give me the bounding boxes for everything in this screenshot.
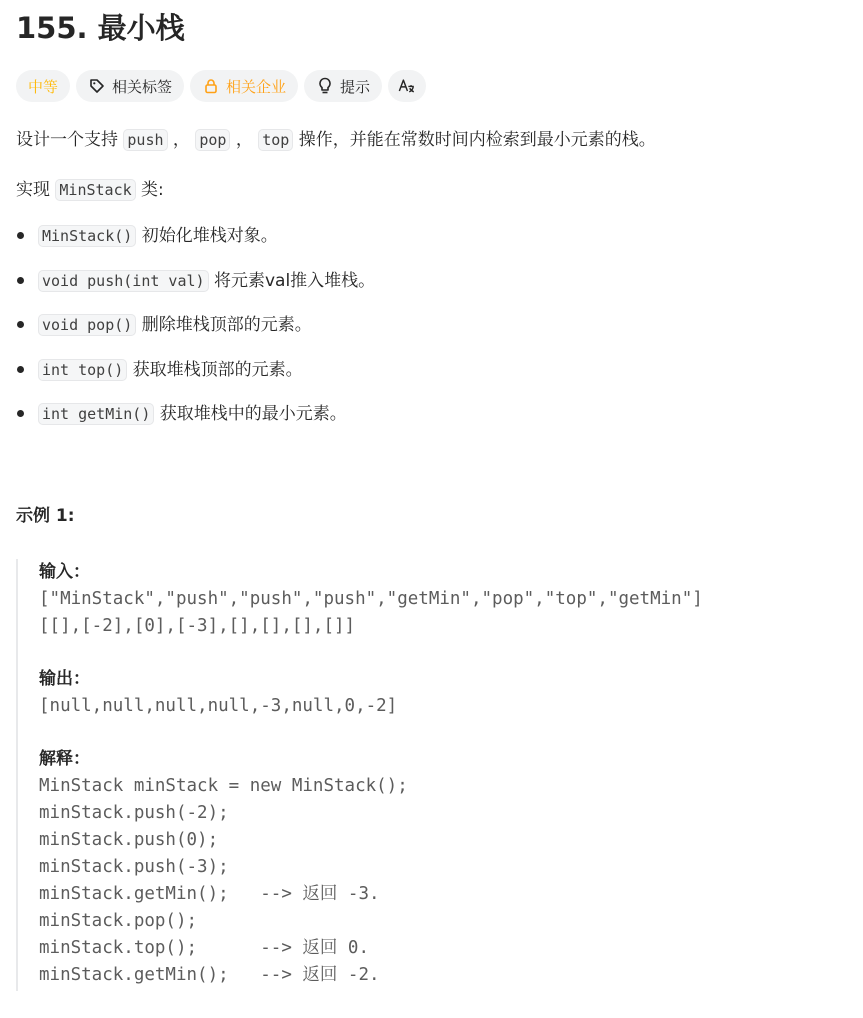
- code-minstack: MinStack: [55, 179, 135, 201]
- related-tags-label: 相关标签: [112, 77, 173, 96]
- output-label: 输出：: [39, 669, 90, 689]
- method-text: 获取堆栈顶部的元素。: [127, 359, 303, 380]
- translate-button[interactable]: [388, 70, 426, 102]
- list-item: [16, 311, 851, 339]
- related-companies-label: 相关企业: [226, 77, 287, 96]
- explanation-line: minStack.push(0);: [39, 830, 219, 850]
- method-code: void push(int val): [38, 270, 209, 292]
- code-pop: pop: [195, 129, 230, 151]
- method-code: void pop(): [38, 314, 136, 336]
- method-code: int getMin(): [38, 403, 154, 425]
- bullet-icon: [17, 232, 24, 239]
- description-text: 设计一个支持: [16, 130, 124, 150]
- method-list: [16, 222, 851, 428]
- tag-icon: [88, 77, 106, 95]
- implement-text: 类:: [135, 180, 164, 200]
- problem-page: [16, 8, 851, 985]
- list-item: [16, 222, 851, 250]
- list-item: [16, 400, 851, 428]
- description-text: 操作，并能在常数时间内检索到最小元素的栈。: [293, 130, 656, 150]
- explanation-line: minStack.pop();: [39, 911, 198, 931]
- method-text: 获取堆栈中的最小元素。: [154, 404, 347, 424]
- problem-name: 最小栈: [97, 11, 185, 45]
- example-title: 示例 1:: [16, 506, 75, 526]
- bullet-icon: [17, 366, 24, 373]
- explanation-line: minStack.push(-3);: [39, 857, 229, 877]
- code-top: top: [258, 129, 293, 151]
- method-text: 初始化堆栈对象。: [136, 226, 278, 246]
- explanation-line: minStack.top(); --> 返回 0.: [39, 938, 370, 958]
- input-line: ["MinStack","push","push","push","getMin","pop","top","getMin"]: [39, 589, 703, 609]
- related-tags-button[interactable]: [76, 70, 184, 102]
- related-companies-button[interactable]: [190, 70, 298, 102]
- explanation-label: 解释：: [39, 749, 90, 769]
- implement-line: [16, 176, 851, 204]
- method-text: 将元素val推入堆栈。: [208, 270, 376, 291]
- translate-icon: [398, 77, 416, 95]
- explanation-line: minStack.push(-2);: [39, 803, 229, 823]
- input-line: [[],[-2],[0],[-3],[],[],[],[]]: [39, 616, 356, 636]
- bullet-icon: [17, 321, 24, 328]
- method-code: MinStack(): [38, 225, 136, 247]
- code-push: push: [123, 129, 167, 151]
- explanation-line: minStack.getMin(); --> 返回 -2.: [39, 965, 380, 985]
- example-block: [16, 559, 816, 991]
- lightbulb-icon: [316, 77, 334, 95]
- bullet-icon: [17, 410, 24, 417]
- difficulty-label: 中等: [28, 77, 59, 96]
- hint-label: 提示: [340, 77, 371, 96]
- list-item: [16, 356, 851, 384]
- method-text: 删除堆栈顶部的元素。: [136, 315, 312, 335]
- problem-description: [16, 126, 851, 154]
- separator: ，: [230, 130, 253, 150]
- lock-icon: [202, 77, 220, 95]
- method-code: int top(): [38, 359, 127, 381]
- separator: ，: [167, 130, 190, 150]
- list-item: [16, 267, 851, 295]
- tag-bar: [16, 70, 851, 102]
- explanation-line: minStack.getMin(); --> 返回 -3.: [39, 884, 380, 904]
- problem-number: 155.: [16, 11, 88, 45]
- difficulty-badge[interactable]: [16, 70, 70, 102]
- bullet-icon: [17, 277, 24, 284]
- problem-title: [16, 8, 851, 48]
- implement-text: 实现: [16, 180, 56, 200]
- output-line: [null,null,null,null,-3,null,0,-2]: [39, 696, 398, 716]
- input-label: 输入：: [39, 562, 90, 582]
- hint-button[interactable]: [304, 70, 382, 102]
- explanation-line: MinStack minStack = new MinStack();: [39, 776, 408, 796]
